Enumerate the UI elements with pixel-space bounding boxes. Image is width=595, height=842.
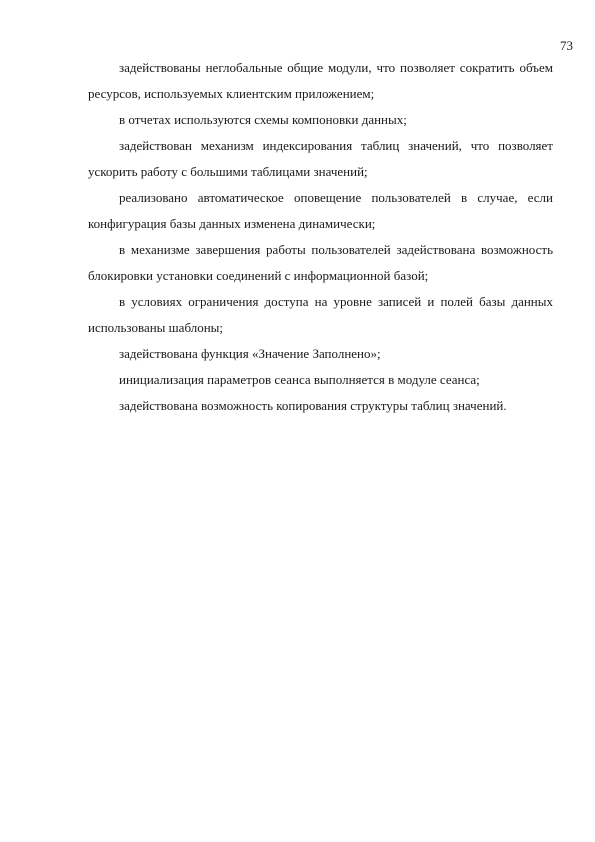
paragraph: в механизме завершения работы пользователей задействована возможность блокировки установки соединений с информационной базой; — [88, 242, 553, 283]
paragraph: в отчетах используются схемы компоновки данных; — [119, 112, 407, 127]
paragraph: реализовано автоматическое оповещение пользователей в случае, если конфигурация базы данных изменена динамически; — [88, 190, 553, 231]
document-body — [88, 55, 553, 419]
paragraph: инициализация параметров сеанса выполняется в модуле сеанса; — [119, 372, 480, 387]
page-number: 73 — [560, 38, 573, 53]
paragraph: задействована возможность копирования структуры таблиц значений. — [119, 398, 507, 413]
paragraph: задействован механизм индексирования таблиц значений, что позволяет ускорить работу с большими таблицами значений; — [88, 138, 553, 179]
paragraph: в условиях ограничения доступа на уровне записей и полей базы данных использованы шаблоны; — [88, 294, 553, 335]
paragraph: задействованы неглобальные общие модули, что позволяет сократить объем ресурсов, используемых клиентским приложением; — [88, 60, 553, 101]
paragraph: задействована функция «Значение Заполнено»; — [119, 346, 381, 361]
